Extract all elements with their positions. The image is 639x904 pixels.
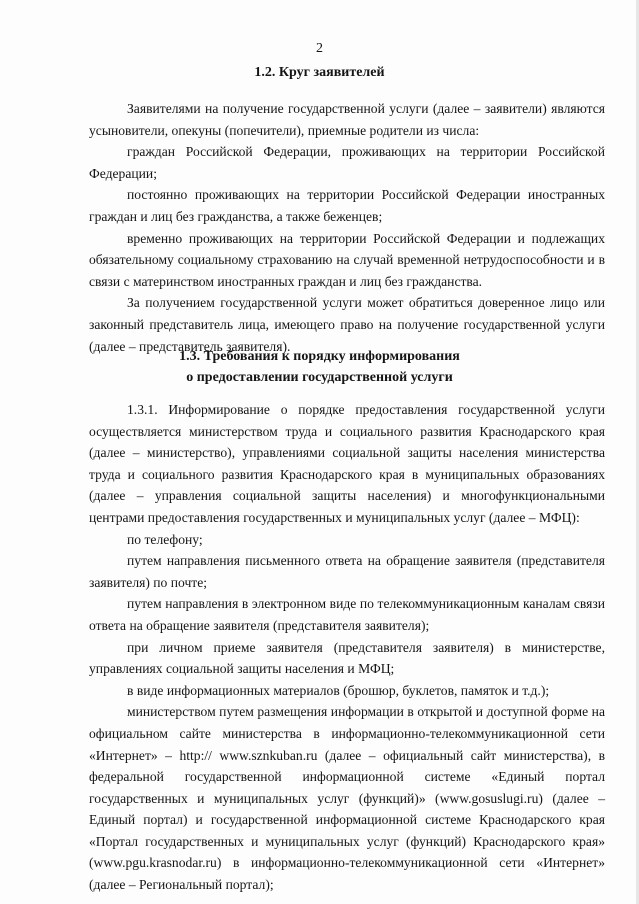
section-1-2-heading: 1.2. Круг заявителей	[254, 65, 385, 80]
paragraph: путем направления в электронном виде по телекоммуникационным каналам связи ответа на обращение заявителя (представителя заявителя);	[89, 596, 605, 633]
paragraph: путем направления письменного ответа на обращение заявителя (представителя заявителя) по почте;	[89, 553, 605, 590]
paragraph: при личном приеме заявителя (представителя заявителя) в министерстве, управлениях социальной защиты населения и МФЦ;	[89, 639, 605, 677]
paragraph: временно проживающих на территории Российской Федерации и подлежащих обязательному социальному страхованию на случай временной нетрудоспособности и в связи с материнством иностранных граждан и лиц без гражданства.	[89, 230, 605, 289]
paragraph: граждан Российской Федерации, проживающих на территории Российской Федерации;	[89, 144, 605, 181]
paragraph: За получением государственной услуги может обратиться доверенное лицо или законный представитель лица, имеющего право на получение государственной услуги (далее – представитель заявителя).	[89, 295, 605, 354]
section-1-3-heading-line1: 1.3. Требования к порядку информирования	[179, 349, 460, 364]
paragraph: постоянно проживающих на территории Российской Федерации иностранных граждан и лиц без гражданства, а также беженцев;	[89, 187, 605, 224]
paragraph: по телефону;	[127, 531, 203, 547]
section-1-3-body	[89, 399, 605, 896]
paragraph: Заявителями на получение государственной услуги (далее – заявители) являются усыновители, опекуны (попечители), приемные родители из числа:	[89, 101, 605, 138]
paragraph: 1.3.1. Информирование о порядке предоставления государственной услуги осуществляется министерством труда и социального развития Краснодарского края (далее – министерство), управлениями социальной защиты населения министерства труда и социального развития Краснодарского края в муниципальных образованиях (далее – управления социальной защиты населения) и многофункциональными центрами предоставления государственных и муниципальных услуг (далее – МФЦ):	[89, 402, 605, 525]
section-1-3-heading-line2: о предоставлении государственной услуги	[186, 370, 453, 385]
section-1-2-body	[89, 98, 605, 357]
paragraph: министерством путем размещения информации в открытой и доступной форме на официальном сайте министерства в информационно-телекоммуникационной сети «Интернет» – http:// www.sznkuban.ru (далее – официальный сайт министерства), в федеральной государственной информационной системе «Единый портал государственных и муниципальных услуг (функций)» (www.gosuslugi.ru) (далее – Единый портал) и государственной информационной системе Краснодарского края «Портал государственных и муниципальных услуг (функций) Краснодарского края» (www.pgu.krasnodar.ru) в информационно-телекоммуникационной сети «Интернет» (далее – Региональный портал);	[89, 704, 605, 893]
paragraph: в виде информационных материалов (брошюр, буклетов, памяток и т.д.);	[127, 682, 550, 698]
page-number: 2	[316, 41, 323, 56]
